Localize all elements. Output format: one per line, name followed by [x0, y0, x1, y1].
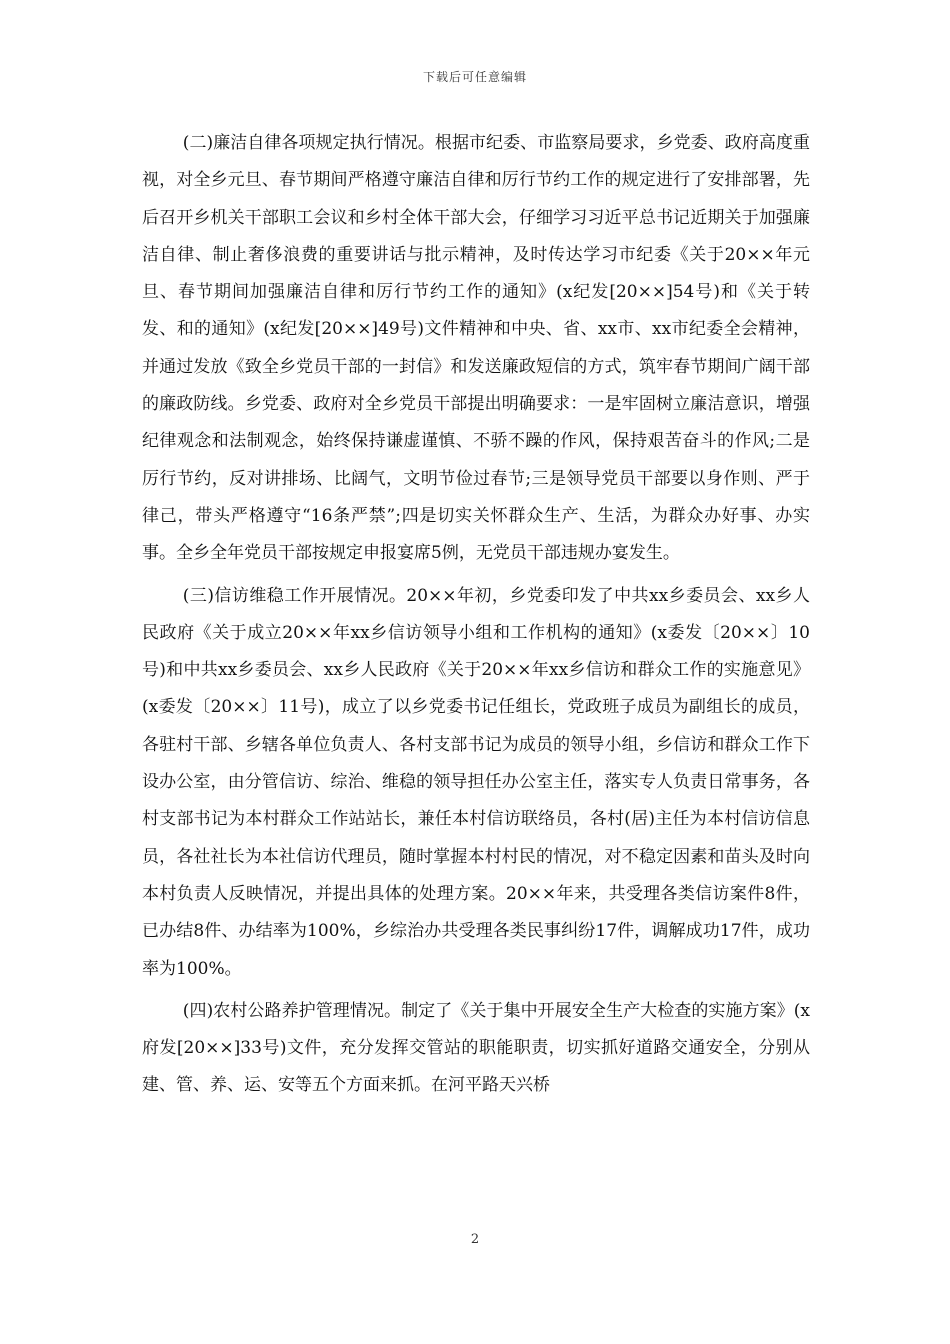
page-header: 下载后可任意编辑 — [422, 70, 527, 84]
paragraph-road-maintenance: (四)农村公路养护管理情况。制定了《关于集中开展安全生产大检查的实施方案》(x府发[20××]33号)文件，充分发挥交管站的职能职责，切实抓好道路交通安全，分别从建、管、养、运、安等五个方面来抓。在河平路天兴桥 — [142, 1000, 810, 1096]
paragraph-petition: (三)信访维稳工作开展情况。20××年初，乡党委印发了中共xx乡委员会、xx乡人民政府《关于成立20××年xx乡信访领导小组和工作机构的通知》(x委发〔20××〕10号)和中共xx乡委员会、xx乡人民政府《关于20××年xx乡信访和群众工作的实施意见》(x委发〔20××〕11号)，成立了以乡党委书记任组长，党政班子成员为副组长的成员，各驻村干部、乡辖各单位负责人、各村支部书记为成员的领导小组，乡信访和群众工作下设办公室，由分管信访、综治、维稳的领导担任办公室主任，落实专人负责日常事务，各村支部书记为本村群众工作站站长，兼任本村信访联络员，各村(居)主任为本村信访信息员，各社社长为本社信访代理员，随时掌握本村村民的情况，对不稳定因素和苗头及时向本村负责人反映情况，并提出具体的处理方案。20××年来，共受理各类信访案件8件，已办结8件、办结率为100%，乡综治办共受理各类民事纠纷17件，调解成功17件，成功率为100%。 — [142, 585, 810, 979]
document-body — [142, 125, 810, 1110]
page-number: 2 — [470, 1232, 480, 1247]
paragraph-integrity: (二)廉洁自律各项规定执行情况。根据市纪委、市监察局要求，乡党委、政府高度重视，对全乡元旦、春节期间严格遵守廉洁自律和厉行节约工作的规定进行了安排部署，先后召开乡机关干部职工会议和乡村全体干部大会，仔细学习习近平总书记近期关于加强廉洁自律、制止奢侈浪费的重要讲话与批示精神，及时传达学习市纪委《关于20××年元旦、春节期间加强廉洁自律和厉行节约工作的通知》(x纪发[20××]54号)和《关于转发、和的通知》(x纪发[20××]49号)文件精神和中央、省、xx市、xx市纪委全会精神，并通过发放《致全乡党员干部的一封信》和发送廉政短信的方式，筑牢春节期间广阔干部的廉政防线。乡党委、政府对全乡党员干部提出明确要求：一是牢固树立廉洁意识，增强纪律观念和法制观念，始终保持谦虚谨慎、不骄不躁的作风，保持艰苦奋斗的作风;二是厉行节约，反对讲排场、比阔气，文明节俭过春节;三是领导党员干部要以身作则、严于律己，带头严格遵守“16条严禁”;四是切实关怀群众生产、生活，为群众办好事、办实事。全乡全年党员干部按规定申报宴席5例，无党员干部违规办宴发生。 — [142, 133, 810, 564]
